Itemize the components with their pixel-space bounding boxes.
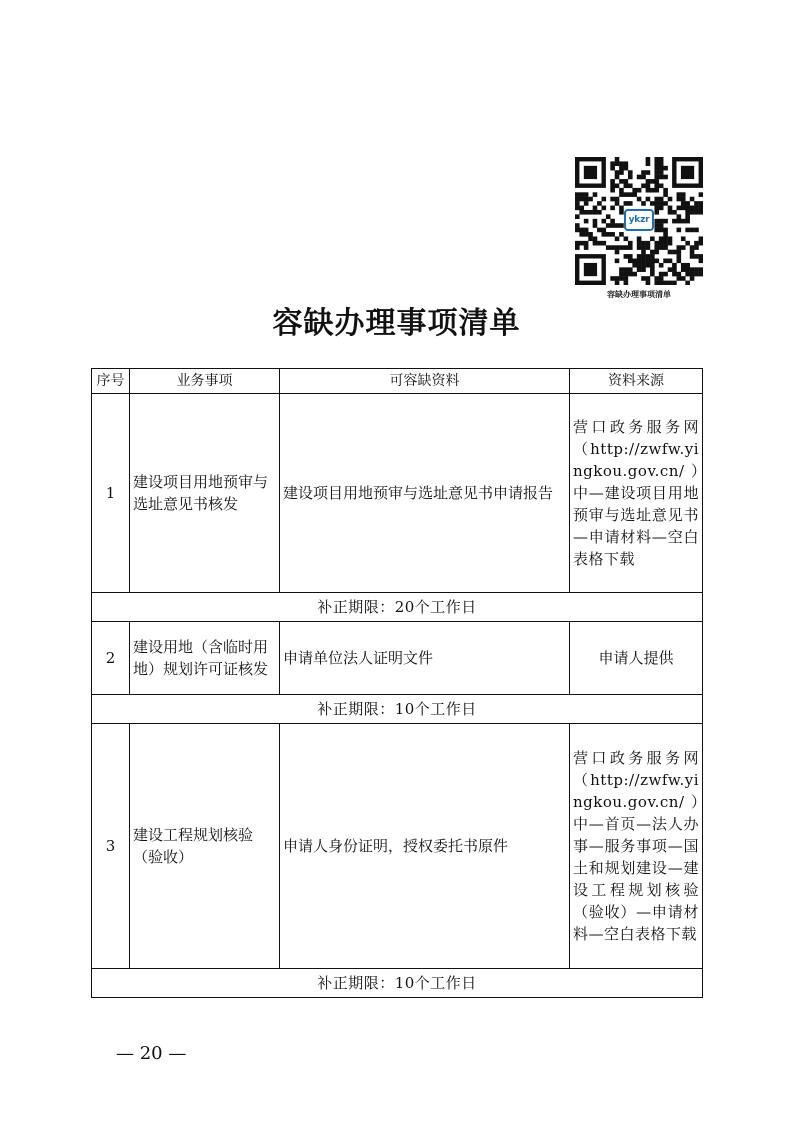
page-number: — 20 —	[116, 1043, 187, 1064]
qr-code-block	[575, 157, 703, 300]
row-source: 营口政务服务网（http://zwfw.yingkou.gov.cn/）中—首页—法人办事—服务事项—国土和规划建设—建设工程规划核验（验收）—申请材料—空白表格下载	[570, 724, 703, 969]
row-material: 申请单位法人证明文件	[280, 622, 570, 695]
deadline-text: 补正期限：10个工作日	[92, 695, 703, 724]
row-source: 申请人提供	[570, 622, 703, 695]
deadline-text: 补正期限：10个工作日	[92, 969, 703, 998]
header-seq: 序号	[92, 369, 130, 394]
deadline-row	[92, 593, 703, 622]
row-seq: 1	[92, 394, 130, 593]
row-item: 建设用地（含临时用地）规划许可证核发	[130, 622, 280, 695]
row-material: 申请人身份证明，授权委托书原件	[280, 724, 570, 969]
table-row	[92, 622, 703, 695]
page-title: 容缺办理事项清单	[272, 306, 521, 341]
header-material: 可容缺资料	[280, 369, 570, 394]
deadline-row	[92, 969, 703, 998]
header-item: 业务事项	[130, 369, 280, 394]
qr-code-image	[575, 157, 703, 285]
qr-logo-badge: ykzr	[624, 209, 654, 231]
header-source: 资料来源	[570, 369, 703, 394]
table-row	[92, 724, 703, 969]
qr-caption: 容缺办理事项清单	[607, 290, 671, 299]
row-material: 建设项目用地预审与选址意见书申请报告	[280, 394, 570, 593]
row-item: 建设工程规划核验（验收）	[130, 724, 280, 969]
row-item: 建设项目用地预审与选址意见书核发	[130, 394, 280, 593]
items-table	[91, 368, 703, 998]
deadline-text: 补正期限：20个工作日	[92, 593, 703, 622]
table-row	[92, 394, 703, 593]
row-source: 营口政务服务网（http://zwfw.yingkou.gov.cn/）中—建设项目用地预审与选址意见书—申请材料—空白表格下载	[570, 394, 703, 593]
table-header-row	[92, 369, 703, 394]
row-seq: 2	[92, 622, 130, 695]
row-seq: 3	[92, 724, 130, 969]
deadline-row	[92, 695, 703, 724]
